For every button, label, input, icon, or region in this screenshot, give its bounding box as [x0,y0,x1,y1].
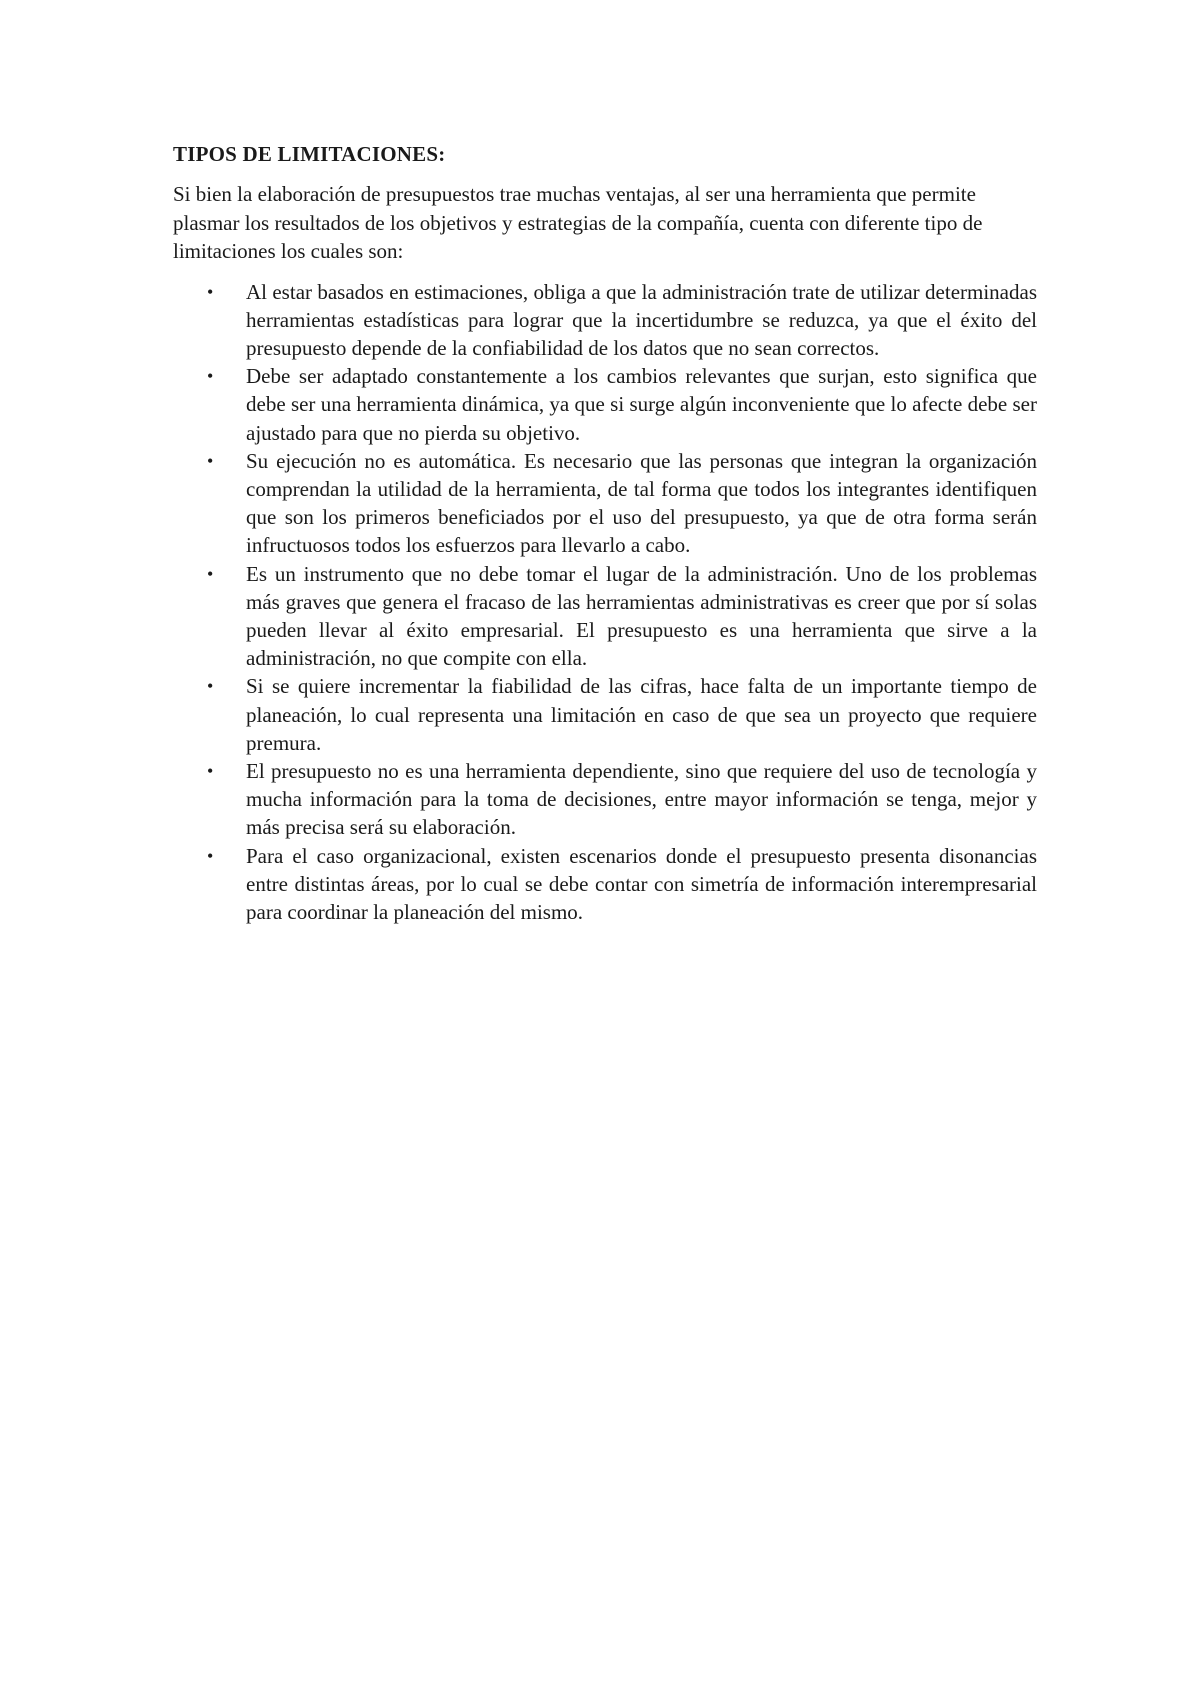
list-item-text: El presupuesto no es una herramienta dependiente, sino que requiere del uso de tecnología y mucha información para la toma de decisiones, entre mayor información se tenga, mejor y más precisa será su elaboración. [246,758,1037,840]
bullet-icon: • [207,366,214,387]
list-item-text: Debe ser adaptado constantemente a los cambios relevantes que surjan, esto significa que debe ser una herramienta dinámica, ya que si surge algún inconveniente que lo afecte debe ser ajustado para que no pierda su objetivo. [246,364,1037,445]
bullet-icon: • [207,563,214,584]
bullet-icon: • [207,845,214,866]
section-heading: TIPOS DE LIMITACIONES: [173,142,446,166]
list-item-text: Si se quiere incrementar la fiabilidad de las cifras, hace falta de un importante tiempo de planeación, lo cual representa una limitación en caso de que sea un proyecto que requiere premura. [246,674,1037,755]
list-item-text: Al estar basados en estimaciones, obliga a que la administración trate de utilizar determinadas herramientas estadísticas para lograr que la incertidumbre se reduzca, ya que el éxito del presupuesto depende de la confiabilidad de los datos que no sean correctos. [246,279,1037,360]
list-item [173,362,1037,447]
list-item [173,278,1037,363]
list-item [173,560,1037,673]
list-item-text: Su ejecución no es automática. Es necesario que las personas que integran la organización comprendan la utilidad de la herramienta, de tal forma que todos los integrantes identifiquen que son los primeros beneficiados por el uso del presupuesto, ya que de otra forma serán infructuosos todos los esfuerzos para llevarlo a cabo. [246,448,1037,558]
bullet-icon: • [207,450,214,471]
bullet-icon: • [207,281,214,302]
limitations-list [173,278,1037,927]
bullet-icon: • [207,760,214,781]
list-item [173,757,1037,842]
list-item [173,672,1037,757]
list-item [173,447,1037,560]
document-body [173,140,1037,926]
bullet-icon: • [207,676,214,697]
list-item-text: Para el caso organizacional, existen escenarios donde el presupuesto presenta disonancias entre distintas áreas, por lo cual se debe contar con simetría de información interempresarial para coordinar la planeación del mismo. [246,843,1037,924]
intro-paragraph: Si bien la elaboración de presupuestos trae muchas ventajas, al ser una herramienta que permite plasmar los resultados de los objetivos y estrategias de la compañía, cuenta con diferente tipo de limitaciones los cuales son: [173,182,983,263]
list-item-text: Es un instrumento que no debe tomar el lugar de la administración. Uno de los problemas más graves que genera el fracaso de las herramientas administrativas es creer que por sí solas pueden llevar al éxito empresarial. El presupuesto es una herramienta que sirve a la administración, no que compite con ella. [246,561,1037,671]
list-item [173,842,1037,927]
